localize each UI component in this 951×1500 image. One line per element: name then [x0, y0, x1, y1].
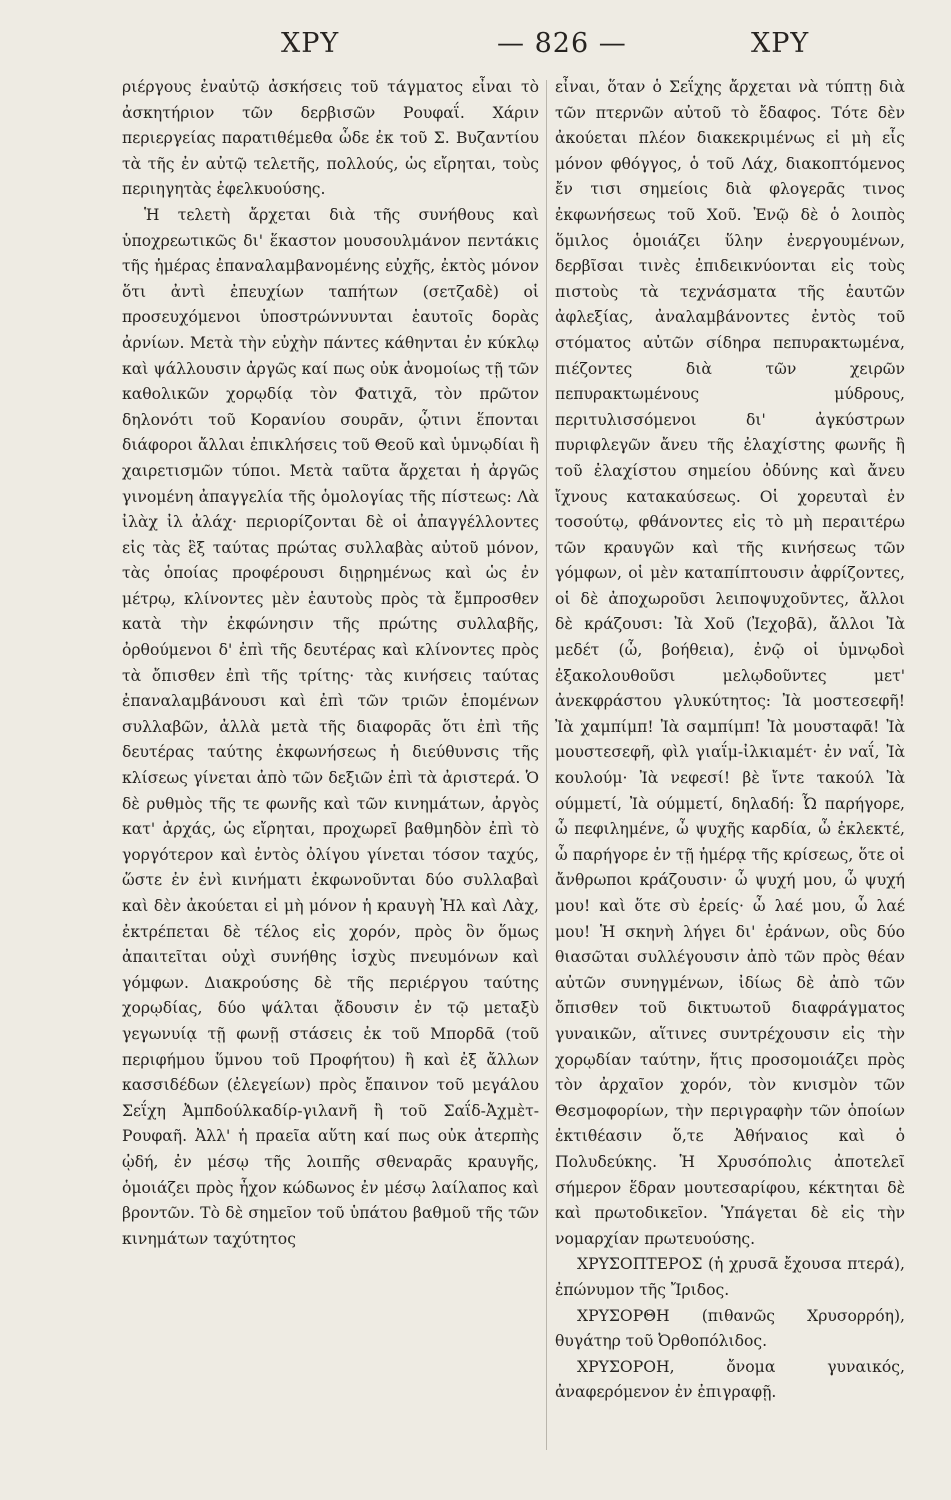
page-number: — 826 — — [497, 28, 627, 59]
entry-chrysorthe: ΧΡΥΣΟΡΘΗ (πιθανῶς Χρυσορρόη), θυγάτηρ τοῦ Ὀρθοπόλιδος. — [555, 1306, 905, 1351]
left-column — [122, 75, 539, 1252]
paragraph: Ἡ τελετὴ ἄρχεται διὰ τῆς συνήθους καὶ ὑποχρεωτικῶς δι' ἕκαστον μουσουλμάνον πεντάκις τῆς ἡμέρας ἐπαναλαμβανομένης εὐχῆς, ἐκτὸς μόνον ὅτι ἀντὶ ἐπευχίων ταπήτων (σετζαδὲ) οἱ προσευχόμενοι ὑποστρώννυνται ἑαυτοῖς δορὰς ἀρνίων. Μετὰ τὴν εὐχὴν πάντες κάθηνται ἐν κύκλῳ καὶ ψάλλουσιν ἀργῶς καί πως οὐκ ἀνομοίως τῇ τῶν καθολικῶν χορῳδίᾳ τὸν Φατιχᾶ, τὸν πρῶτον δηλονότι τοῦ Κορανίου σουρᾶν, ᾧτινι ἕπονται διάφοροι ἄλλαι ἐπικλήσεις τοῦ Θεοῦ καὶ ὑμνῳδίαι ἢ χαιρετισμῶν τύποι. Μετὰ ταῦτα ἄρχεται ἡ ἀργῶς γινομένη ἀπαγγελία τῆς ὁμολογίας τῆς πίστεως: Λὰ ἰλὰχ ἰλ ἀλάχ· περιορίζονται δὲ οἱ ἀπαγγέλλοντες εἰς τὰς ἓξ ταύτας πρώτας συλλαβὰς αὐτοῦ μόνον, τὰς ὁποίας προφέρουσι διῃρημένως καὶ ὡς ἐν μέτρῳ, κλίνοντες μὲν ἑαυτοὺς πρὸς τὰ ἔμπροσθεν κατὰ τὴν ἐκφώνησιν τῆς πρώτης συλλαβῆς, ὀρθούμενοι δ' ἐπὶ τῆς δευτέρας καὶ κλίνοντες πρὸς τὰ ὄπισθεν ἐπὶ τῆς τρίτης· τὰς κινήσεις ταύτας ἐπαναλαμβάνουσι καὶ ἐπὶ τῶν τριῶν ἑπομένων συλλαβῶν, ἀλλὰ μετὰ τῆς διαφορᾶς ὅτι ἐπὶ τῆς δευτέρας ταύτης ἐκφωνήσεως ἡ διεύθυνσις τῆς κλίσεως γίνεται ἀπὸ τῶν δεξιῶν ἐπὶ τὰ ἀριστερά. Ὁ δὲ ρυθμὸς τῆς τε φωνῆς καὶ τῶν κινημάτων, ἀργὸς κατ' ἀρχάς, ὡς εἴρηται, προχωρεῖ βαθμηδὸν ἐπὶ τὸ γοργότερον καὶ ἐντὸς ὀλίγου γίνεται τόσον ταχύς, ὥστε ἐν ἑνὶ κινήματι ἐκφωνοῦνται δύο συλλαβαὶ καὶ δὲν ἀκούεται εἰ μὴ μόνον ἡ κραυγὴ Ἠλ καὶ Λὰχ, ἐκτρέπεται δὲ τέλος εἰς χορόν, πρὸς ὃν ὅμως ἀπαιτεῖται οὐχὶ συνήθης ἰσχὺς πνευμόνων καὶ γόμφων. Διακρούσης δὲ τῆς περιέργου ταύτης χορῳδίας, δύο ψάλται ᾄδουσιν ἐν τῷ μεταξὺ γεγωνυίᾳ τῇ φωνῇ στάσεις ἐκ τοῦ Μπορδᾶ (τοῦ περιφήμου ὕμνου τοῦ Προφήτου) ἢ καὶ ἐξ ἄλλων κασσιδέδων (ἐλεγείων) πρὸς ἔπαινον τοῦ μεγάλου Σεΐχη Ἀμπδούλκαδίρ-γιλανῆ ἢ τοῦ Σαΐδ-Ἀχμὲτ-Ρουφαῆ. Ἀλλ' ἡ πραεῖα αὕτη καί πως οὐκ ἀτερπὴς ᾠδή, ἐν μέσῳ τῆς λοιπῆς σθεναρᾶς κραυγῆς, ὁμοιάζει πρὸς ἦχον κώδωνος ἐν μέσῳ λαίλαπος καὶ βροντῶν. Τὸ δὲ σημεῖον τοῦ ὑπάτου βαθμοῦ τῆς τῶν κινημάτων ταχύτητος — [122, 205, 539, 1248]
header-right-keyword: ΧΡΥ — [751, 28, 810, 59]
right-column — [555, 75, 905, 1406]
entry-chrysoroe: ΧΡΥΣΟΡΟΗ, ὄνομα γυναικός, ἀναφερόμενον ἐν ἐπιγραφῇ. — [555, 1357, 905, 1402]
column-divider — [546, 80, 547, 1450]
paragraph: εἶναι, ὅταν ὁ Σεΐχης ἄρχεται νὰ τύπτῃ διὰ τῶν πτερνῶν αὐτοῦ τὸ ἔδαφος. Τότε δὲν ἀκούεται πλέον διακεκριμένως εἰ μὴ εἷς μόνον φθόγγος, ὁ τοῦ Λάχ, διακοπτόμενος ἔν τισι σημείοις διὰ φλογερᾶς τινος ἐκφωνήσεως τοῦ Χοῦ. Ἐνῷ δὲ ὁ λοιπὸς ὅμιλος ὁμοιάζει ὕλην ἐνεργουμένων, δερβῖσαι τινὲς ἐπιδεικνύονται εἰς τοὺς πιστοὺς τὰ τεχνάσματα τῆς ἑαυτῶν ἀφλεξίας, ἀναλαμβάνοντες ἐντὸς τοῦ στόματος αὐτῶν σίδηρα πεπυρακτωμένα, πιέζοντες διὰ τῶν χειρῶν πεπυρακτωμένους μύδρους, περιτυλισσόμενοι δι' ἀγκύστρων πυριφλεγῶν ἄνευ τῆς ἐλαχίστης φωνῆς ἢ τοῦ ἐλαχίστου σημείου ὀδύνης καὶ ἄνευ ἴχνους κατακαύσεως. Οἱ χορευταὶ ἐν τοσούτῳ, φθάνοντες εἰς τὸ μὴ περαιτέρω τῶν κραυγῶν καὶ τῆς κινήσεως τῶν γόμφων, οἱ μὲν καταπίπτουσιν ἀφρίζοντες, οἱ δὲ ἀποχωροῦσι λειποψυχοῦντες, ἄλλοι δὲ κράζουσι: Ἰὰ Χοῦ (Ἰεχοβᾶ), ἄλλοι Ἰὰ μεδέτ (ὦ, βοήθεια), ἐνῷ οἱ ὑμνῳδοὶ ἐξακολουθοῦσι μελῳδοῦντες μετ' ἀνεκφράστου γλυκύτητος: Ἰὰ μοστεσεφῆ! Ἰὰ χαμπίμπ! Ἰὰ σαμπίμπ! Ἰὰ μουσταφᾶ! Ἰὰ μουστεσεφῆ, φὶλ γιαΐμ-ἰλκιαμέτ· ἐν ναΐ, Ἰὰ κουλούμ· Ἰὰ νεφεσί! βὲ ἴντε τακούλ Ἰὰ ούμμετί, Ἰὰ ούμμετί, δηλαδή: Ὦ παρήγορε, ὦ πεφιλημένε, ὦ ψυχῆς καρδία, ὦ ἐκλεκτέ, ὦ παρήγορε ἐν τῇ ἡμέρᾳ τῆς κρίσεως, ὅτε οἱ ἄνθρωποι κράζουσιν· ὦ ψυχή μου, ὦ ψυχή μου! καὶ ὅτε σὺ ἐρείς· ὦ λαέ μου, ὦ λαέ μου! Ἡ σκηνὴ λήγει δι' ἐράνων, οὓς δύο θιασῶται συλλέγουσιν ἀπὸ τῶν πρὸς θέαν αὐτῶν συνηγμένων, ἰδίως δὲ ἀπὸ τῶν ὄπισθεν τοῦ δικτυωτοῦ διαφράγματος γυναικῶν, αἵτινες συντρέχουσιν εἰς τὴν χορῳδίαν ταύτην, ἥτις προσομοιάζει πρὸς τὸν ἀρχαῖον χορόν, τὸν κνισμὸν τῶν Θεσμοφορίων, τὴν περιγραφὴν τῶν ὁποίων ἐκτιθέασιν ὅ,τε Ἀθήναιος καὶ ὁ Πολυδεύκης. Ἡ Χρυσόπολις ἀποτελεῖ σήμερον ἕδραν μουτεσαρίφου, κέκτηται δὲ καὶ πρωτοδικεῖον. Ὑπάγεται δὲ εἰς τὴν νομαρχίαν πρωτευούσης. — [555, 78, 905, 1248]
entry-chrysopteros: ΧΡΥΣΟΠΤΕΡΟΣ (ἡ χρυσᾶ ἔχουσα πτερά), ἐπώνυμον τῆς Ἴριδος. — [555, 1255, 905, 1299]
running-header — [0, 28, 951, 68]
paragraph: ριέργους ἐναὐτῷ ἀσκήσεις τοῦ τάγματος εἶναι τὸ ἀσκητήριον τῶν δερβισῶν Ρουφαΐ. Χάριν περιεργείας παρατιθέμεθα ὧδε ἐκ τοῦ Σ. Βυζαντίου τὰ τῆς ἐν αὐτῷ τελετῆς, πολλούς, ὡς εἴρηται, τοὺς περιηγητὰς ἐφελκυούσης. — [122, 78, 539, 199]
header-left-keyword: ΧΡΥ — [281, 28, 340, 59]
